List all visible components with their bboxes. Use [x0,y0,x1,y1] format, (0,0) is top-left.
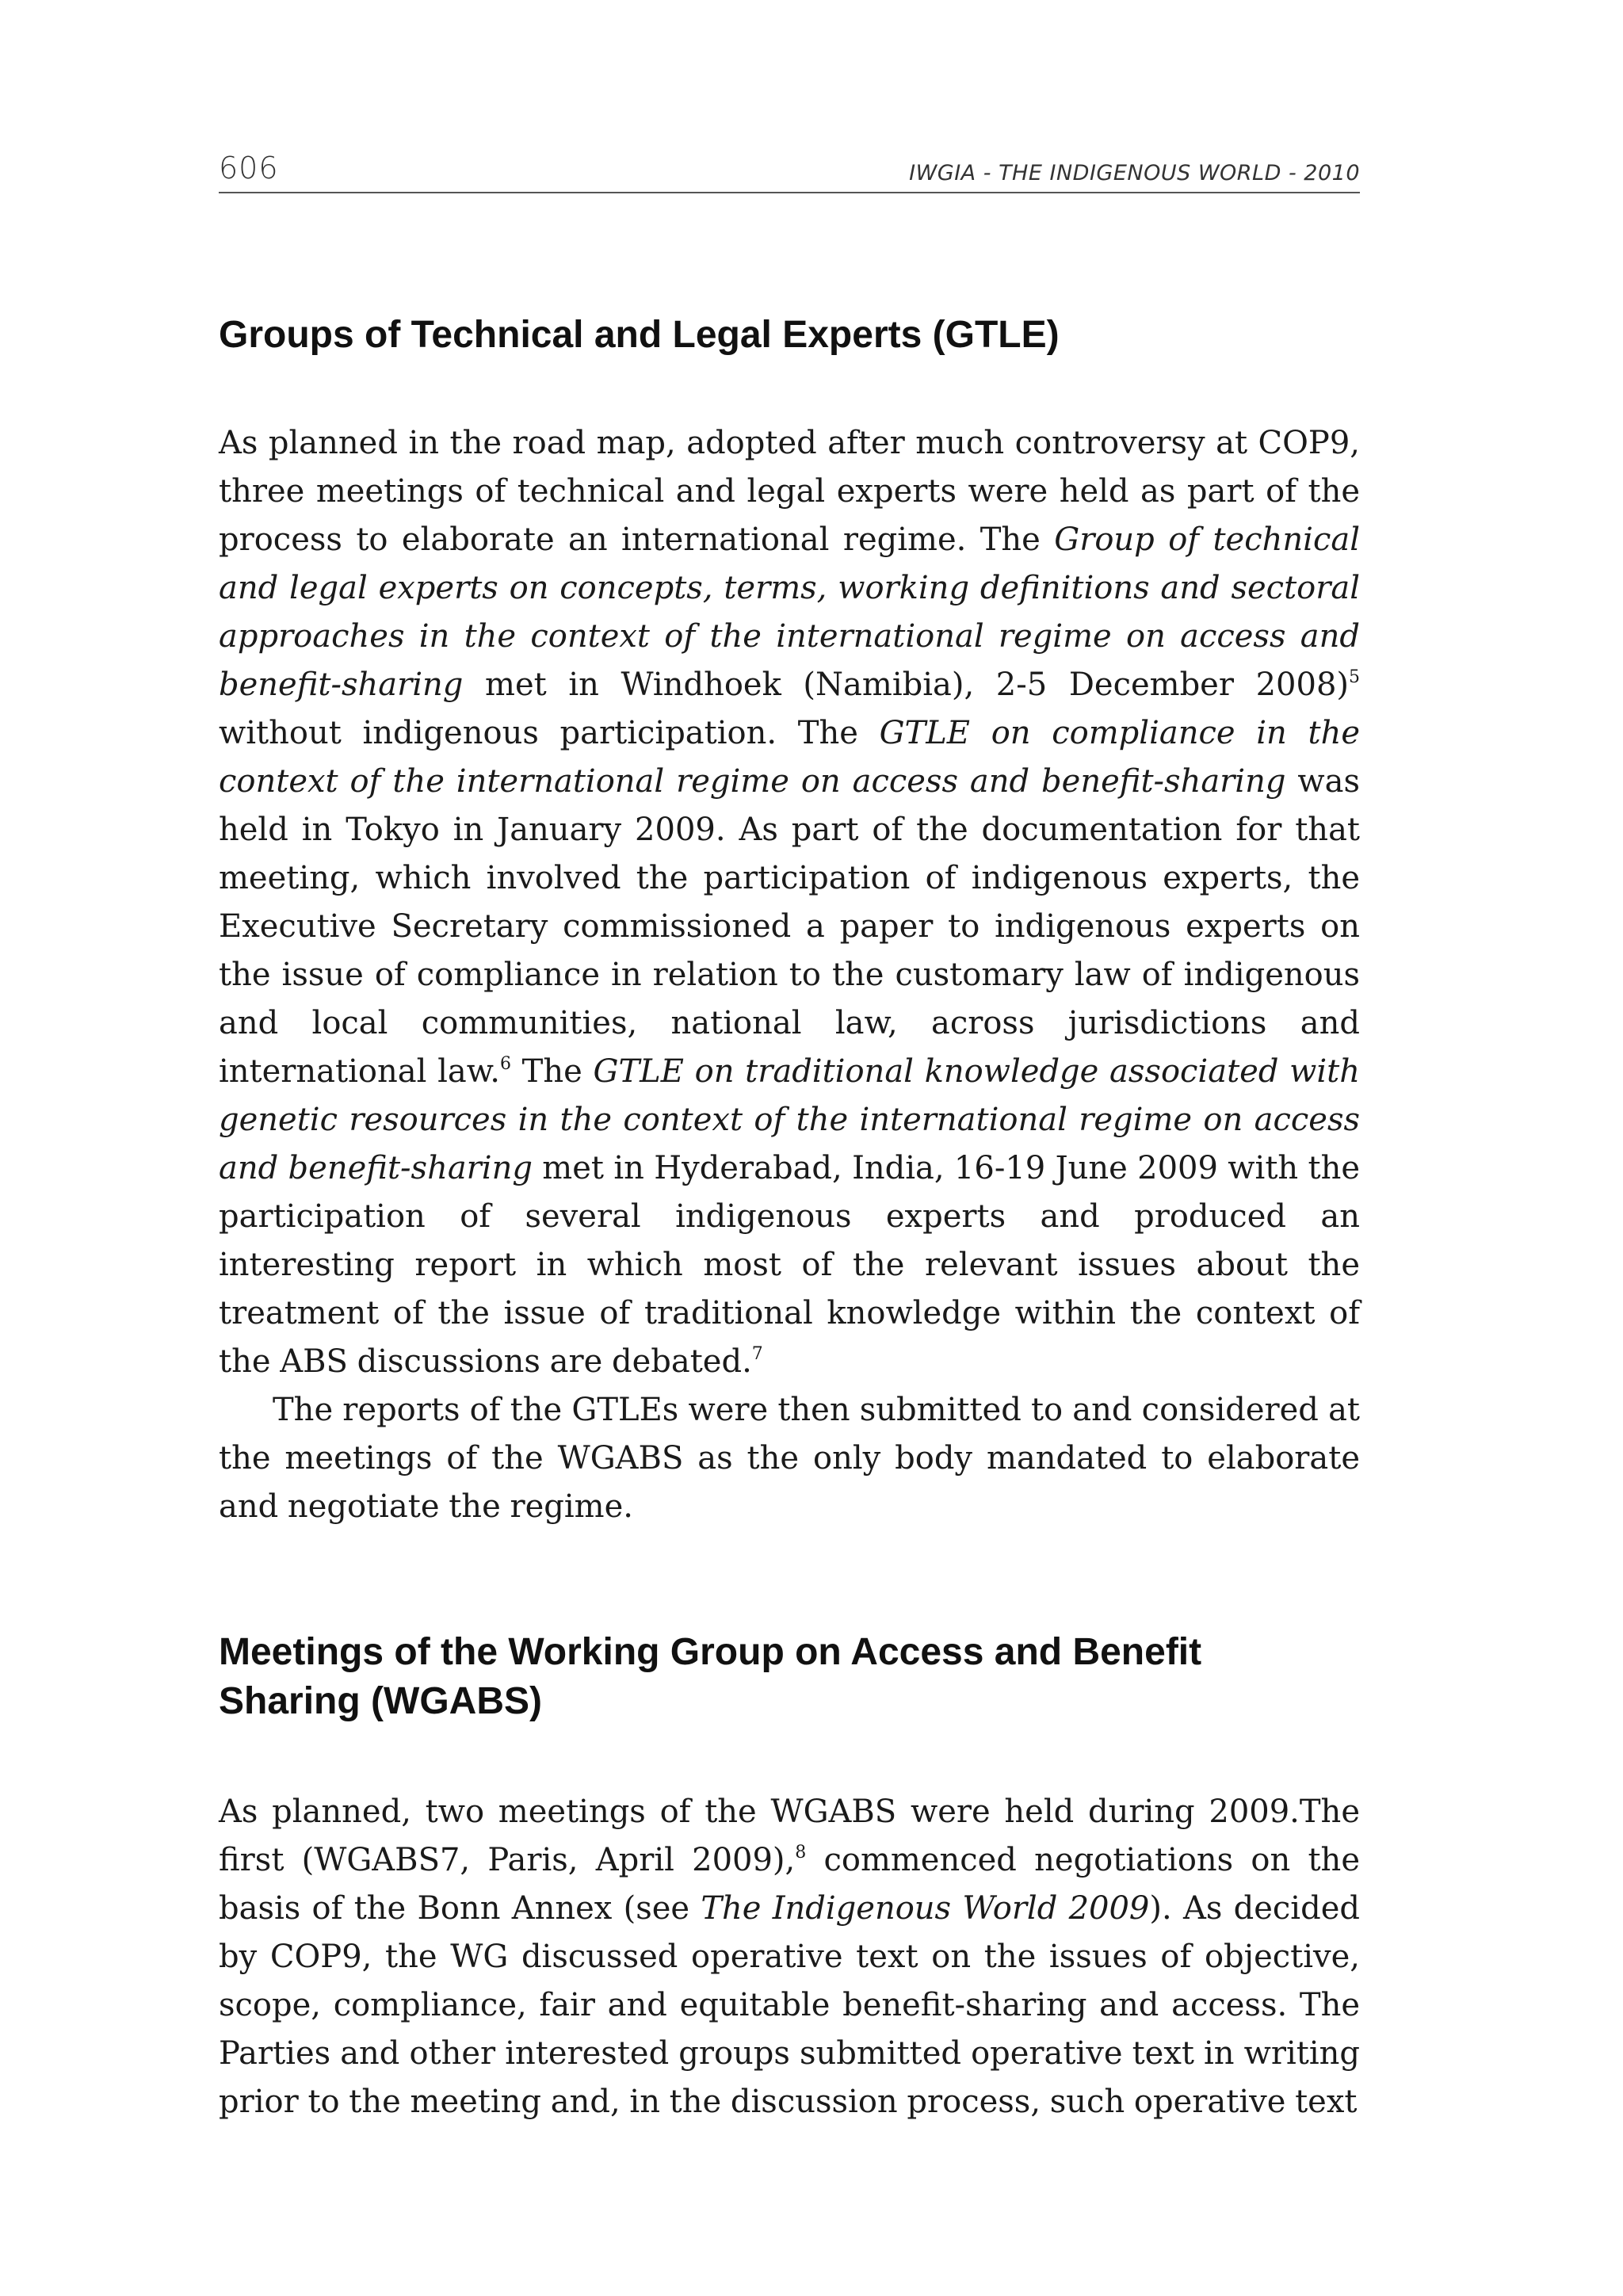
text-run: met in Windhoek (Namibia), 2-5 December 2008) [463,667,1349,703]
heading-line: Meetings of the Working Group on Access and Benefit [219,1631,1202,1673]
text-run: was held in Tokyo in January 2009. As part of the documentation for that meeting, which involved the participation of indigenous experts, the Executive Secretary commissioned a paper to indigenous experts on the issue of compliance in relation to the customary law of indigenous and local communities, national law, across jurisdictions and international law. [219,763,1361,1090]
italic-title: GTLE on compliance in the context of the international regime on access and benefit-sharing [219,715,1360,800]
text-run: The [510,1053,594,1090]
running-title: IWGIA - THE INDIGENOUS WORLD - 2010 [909,161,1360,185]
footnote-marker: 6 [499,1054,511,1074]
text-run: As planned, two meetings of the WGABS were held during 2009.The first (WGABS7, Paris, April 2009), [219,1794,1360,1878]
running-header [219,151,1360,193]
italic-title: GTLE on traditional knowledge associated with genetic resources in the context of the international regime on access and benefit-sharing [219,1053,1360,1186]
paragraph-wgabs-1 [219,1788,1360,2126]
text-run: met in Hyderabad, India, 16-19 June 2009 with the participation of several indigenous experts and produced an interesting report in which most of the relevant issues about the treatment of the issue of traditional knowledge within the context of the ABS discussions are debated. [219,1150,1361,1380]
section-heading-wgabs [219,1628,1360,1726]
page-number: 606 [219,151,279,185]
italic-title: Group of technical and legal experts on concepts, terms, working definitions and sectoral approaches in the context of the international regime on access and benefit-sharing [219,521,1360,703]
paragraph-gtle-2: The reports of the GTLEs were then submitted to and considered at the meetings of the WGABS as the only body mandated to elaborate and negotiate the regime. [219,1392,1360,1525]
document-page [219,151,1360,2126]
footnote-marker: 8 [795,1843,807,1862]
text-run: As planned in the road map, adopted after much controversy at COP9, three meetings of technical and legal experts were held as part of the process to elaborate an international regime. The [219,425,1360,558]
paragraph-gtle-1 [219,419,1360,1386]
text-run: without indigenous participation. The [219,715,880,751]
heading-line: Sharing (WGABS) [219,1680,542,1722]
footnote-marker: 5 [1349,667,1360,687]
section-heading-gtle: Groups of Technical and Legal Experts (GTLE) [219,314,1060,356]
text-run: ). As decided by COP9, the WG discussed operative text on the issues of objective, scope, compliance, fair and equitable benefit-sharing and access. The Parties and other interested groups submitted operative text in writing prior to the meeting and, in the discussion process, such operative text [219,1890,1360,2120]
italic-title: The Indigenous World 2009 [701,1890,1150,1927]
footnote-marker: 7 [751,1344,763,1364]
text-run: commenced negotiations on the basis of the Bonn Annex (see [219,1842,1360,1927]
